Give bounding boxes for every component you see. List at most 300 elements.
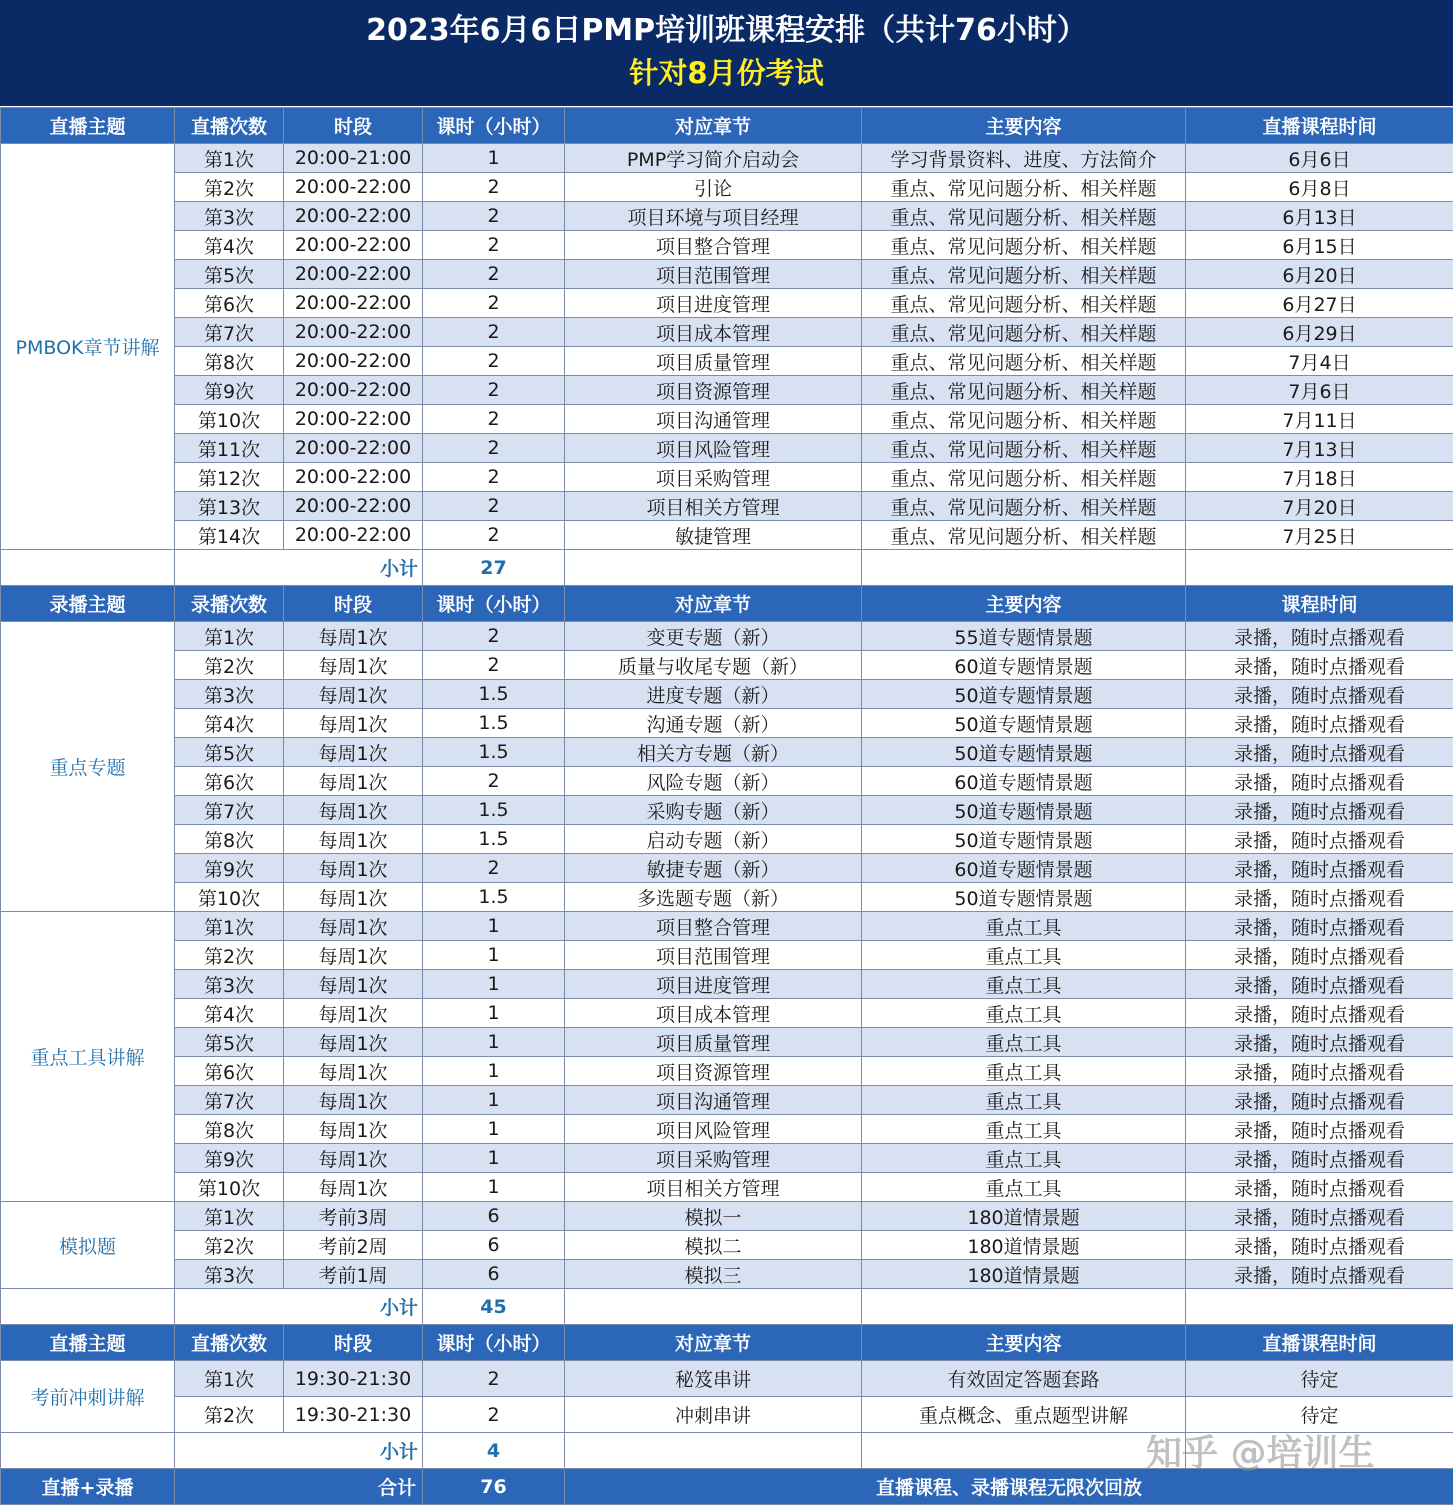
table-row: [1, 1361, 1453, 1397]
column-header: 时段: [284, 108, 423, 144]
table-cell: 录播，随时点播观看: [1186, 1260, 1453, 1289]
table-cell: 1: [423, 1144, 565, 1173]
table-cell: 6月6日: [1186, 144, 1453, 173]
table-cell: 7月18日: [1186, 463, 1453, 492]
table-cell: 项目成本管理: [565, 999, 862, 1028]
table-cell: 1: [423, 1028, 565, 1057]
table-cell: 1: [423, 1086, 565, 1115]
table-cell: 录播，随时点播观看: [1186, 1086, 1453, 1115]
table-row: [1, 738, 1453, 767]
column-header: 课时（小时）: [423, 108, 565, 144]
table-cell: 项目整合管理: [565, 231, 862, 260]
table-cell: 相关方专题（新）: [565, 738, 862, 767]
table-cell: 1: [423, 912, 565, 941]
table-cell: 第6次: [175, 767, 284, 796]
column-header: 主要内容: [862, 108, 1186, 144]
table-cell: 考前2周: [284, 1231, 423, 1260]
table-cell: 第1次: [175, 144, 284, 173]
column-header-row: [1, 1325, 1453, 1361]
table-row: [1, 347, 1453, 376]
table-cell: 采购专题（新）: [565, 796, 862, 825]
column-header: 时段: [284, 1325, 423, 1361]
column-header: 对应章节: [565, 1325, 862, 1361]
table-cell: 55道专题情景题: [862, 622, 1186, 651]
table-cell: 第1次: [175, 1202, 284, 1231]
table-cell: 2: [423, 347, 565, 376]
topic-cell: 重点专题: [1, 622, 175, 912]
blank-cell: [1, 550, 175, 586]
table-cell: 6: [423, 1231, 565, 1260]
column-header: 直播课程时间: [1186, 108, 1453, 144]
table-row: [1, 970, 1453, 999]
table-cell: 第6次: [175, 289, 284, 318]
table-cell: 有效固定答题套路: [862, 1361, 1186, 1397]
table-cell: 6月15日: [1186, 231, 1453, 260]
table-cell: 第8次: [175, 347, 284, 376]
table-row: [1, 1057, 1453, 1086]
table-cell: 项目沟通管理: [565, 405, 862, 434]
table-cell: 第3次: [175, 970, 284, 999]
column-header: 对应章节: [565, 108, 862, 144]
column-header: 直播课程时间: [1186, 1325, 1453, 1361]
table-cell: 重点工具: [862, 1057, 1186, 1086]
table-row: [1, 202, 1453, 231]
table-row: [1, 1260, 1453, 1289]
table-cell: 敏捷管理: [565, 521, 862, 550]
column-header: 录播主题: [1, 586, 175, 622]
table-row: [1, 405, 1453, 434]
blank-cell: [1, 1433, 175, 1469]
table-cell: 第2次: [175, 1231, 284, 1260]
subtotal-value: 45: [423, 1289, 565, 1325]
table-cell: 50道专题情景题: [862, 709, 1186, 738]
table-cell: 重点概念、重点题型讲解: [862, 1397, 1186, 1433]
table-cell: 2: [423, 854, 565, 883]
table-cell: 录播，随时点播观看: [1186, 999, 1453, 1028]
total-label: 合计: [175, 1469, 423, 1505]
table-row: [1, 144, 1453, 173]
table-cell: 第12次: [175, 463, 284, 492]
table-cell: 项目采购管理: [565, 1144, 862, 1173]
table-cell: 重点、常见问题分析、相关样题: [862, 260, 1186, 289]
table-cell: 2: [423, 521, 565, 550]
table-cell: 第7次: [175, 796, 284, 825]
table-cell: 考前3周: [284, 1202, 423, 1231]
table-cell: 第1次: [175, 1361, 284, 1397]
column-header: 录播次数: [175, 586, 284, 622]
table-cell: 项目质量管理: [565, 347, 862, 376]
table-cell: 2: [423, 434, 565, 463]
table-cell: 第2次: [175, 651, 284, 680]
table-cell: 重点、常见问题分析、相关样题: [862, 173, 1186, 202]
table-cell: 每周1次: [284, 680, 423, 709]
table-cell: 6: [423, 1202, 565, 1231]
table-row: [1, 376, 1453, 405]
table-cell: 录播，随时点播观看: [1186, 1202, 1453, 1231]
table-cell: 重点、常见问题分析、相关样题: [862, 289, 1186, 318]
page-title: 2023年6月6日PMP培训班课程安排（共计76小时）: [0, 0, 1453, 48]
table-cell: 第1次: [175, 622, 284, 651]
table-cell: 重点、常见问题分析、相关样题: [862, 318, 1186, 347]
table-cell: 录播，随时点播观看: [1186, 767, 1453, 796]
table-cell: 第11次: [175, 434, 284, 463]
table-cell: 模拟二: [565, 1231, 862, 1260]
table-cell: 6月29日: [1186, 318, 1453, 347]
table-cell: 重点工具: [862, 1173, 1186, 1202]
table-cell: 第13次: [175, 492, 284, 521]
table-cell: 1: [423, 1115, 565, 1144]
page-subtitle: 针对8月份考试: [0, 54, 1453, 92]
table-cell: 1: [423, 999, 565, 1028]
table-cell: 180道情景题: [862, 1202, 1186, 1231]
table-row: [1, 260, 1453, 289]
table-cell: 项目环境与项目经理: [565, 202, 862, 231]
table-cell: 1: [423, 970, 565, 999]
column-header: 对应章节: [565, 586, 862, 622]
table-cell: 质量与收尾专题（新）: [565, 651, 862, 680]
table-cell: 每周1次: [284, 1144, 423, 1173]
table-cell: 20:00-22:00: [284, 202, 423, 231]
table-cell: 沟通专题（新）: [565, 709, 862, 738]
table-cell: 录播，随时点播观看: [1186, 941, 1453, 970]
table-cell: 6月8日: [1186, 173, 1453, 202]
table-cell: 重点工具: [862, 999, 1186, 1028]
table-cell: 7月20日: [1186, 492, 1453, 521]
subtotal-row: [1, 550, 1453, 586]
table-row: [1, 1115, 1453, 1144]
table-cell: 每周1次: [284, 825, 423, 854]
table-cell: 每周1次: [284, 1086, 423, 1115]
replay-note: 直播课程、录播课程无限次回放: [565, 1469, 1453, 1505]
table-row: [1, 622, 1453, 651]
table-cell: 重点、常见问题分析、相关样题: [862, 463, 1186, 492]
table-cell: 第3次: [175, 202, 284, 231]
table-row: [1, 941, 1453, 970]
subtotal-label: 小计: [175, 1289, 423, 1325]
table-cell: 7月6日: [1186, 376, 1453, 405]
subtotal-label: 小计: [175, 1433, 423, 1469]
table-cell: 20:00-22:00: [284, 260, 423, 289]
table-cell: 第4次: [175, 999, 284, 1028]
table-cell: 录播，随时点播观看: [1186, 912, 1453, 941]
table-cell: 60道专题情景题: [862, 651, 1186, 680]
table-cell: 重点工具: [862, 1115, 1186, 1144]
table-cell: 学习背景资料、进度、方法简介: [862, 144, 1186, 173]
table-cell: 第9次: [175, 854, 284, 883]
table-cell: 19:30-21:30: [284, 1361, 423, 1397]
table-row: [1, 854, 1453, 883]
table-cell: PMP学习简介启动会: [565, 144, 862, 173]
table-cell: 录播，随时点播观看: [1186, 1231, 1453, 1260]
table-row: [1, 521, 1453, 550]
blank-cell: [565, 550, 862, 586]
table-cell: 每周1次: [284, 796, 423, 825]
blank-cell: [862, 1433, 1186, 1469]
table-cell: 50道专题情景题: [862, 883, 1186, 912]
table-cell: 2: [423, 318, 565, 347]
table-row: [1, 289, 1453, 318]
blank-cell: [1, 1289, 175, 1325]
table-cell: 重点、常见问题分析、相关样题: [862, 521, 1186, 550]
total-row-label: 直播+录播: [1, 1469, 175, 1505]
table-cell: 2: [423, 173, 565, 202]
table-cell: 模拟三: [565, 1260, 862, 1289]
table-cell: 20:00-22:00: [284, 434, 423, 463]
table-cell: 60道专题情景题: [862, 767, 1186, 796]
table-cell: 秘笈串讲: [565, 1361, 862, 1397]
table-cell: 7月11日: [1186, 405, 1453, 434]
table-cell: 50道专题情景题: [862, 825, 1186, 854]
table-cell: 第6次: [175, 1057, 284, 1086]
table-row: [1, 1231, 1453, 1260]
table-row: [1, 492, 1453, 521]
table-cell: 20:00-22:00: [284, 521, 423, 550]
table-row: [1, 1202, 1453, 1231]
table-cell: 敏捷专题（新）: [565, 854, 862, 883]
table-cell: 录播，随时点播观看: [1186, 680, 1453, 709]
table-cell: 2: [423, 405, 565, 434]
title-banner: [0, 0, 1453, 106]
table-cell: 第10次: [175, 883, 284, 912]
table-cell: 待定: [1186, 1397, 1453, 1433]
table-cell: 风险专题（新）: [565, 767, 862, 796]
table-cell: 项目风险管理: [565, 434, 862, 463]
table-cell: 180道情景题: [862, 1231, 1186, 1260]
column-header: 主要内容: [862, 586, 1186, 622]
table-cell: 考前1周: [284, 1260, 423, 1289]
table-cell: 项目采购管理: [565, 463, 862, 492]
table-cell: 录播，随时点播观看: [1186, 1173, 1453, 1202]
table-row: [1, 1173, 1453, 1202]
table-cell: 第2次: [175, 173, 284, 202]
table-cell: 第7次: [175, 318, 284, 347]
table-cell: 1: [423, 941, 565, 970]
table-row: [1, 318, 1453, 347]
table-cell: 20:00-22:00: [284, 492, 423, 521]
table-cell: 180道情景题: [862, 1260, 1186, 1289]
table-row: [1, 680, 1453, 709]
subtotal-label: 小计: [175, 550, 423, 586]
table-cell: 50道专题情景题: [862, 680, 1186, 709]
table-cell: 1.5: [423, 738, 565, 767]
table-cell: 重点工具: [862, 970, 1186, 999]
table-cell: 录播，随时点播观看: [1186, 651, 1453, 680]
column-header: 课程时间: [1186, 586, 1453, 622]
table-cell: 录播，随时点播观看: [1186, 1057, 1453, 1086]
blank-cell: [862, 1289, 1186, 1325]
table-cell: 录播，随时点播观看: [1186, 883, 1453, 912]
table-cell: 50道专题情景题: [862, 738, 1186, 767]
table-cell: 第4次: [175, 709, 284, 738]
table-cell: 重点、常见问题分析、相关样题: [862, 376, 1186, 405]
table-cell: 录播，随时点播观看: [1186, 1144, 1453, 1173]
table-cell: 录播，随时点播观看: [1186, 854, 1453, 883]
table-cell: 7月13日: [1186, 434, 1453, 463]
table-cell: 重点工具: [862, 1028, 1186, 1057]
table-cell: 2: [423, 289, 565, 318]
schedule-table: [0, 107, 1453, 1505]
table-cell: 每周1次: [284, 1173, 423, 1202]
table-row: [1, 651, 1453, 680]
column-header: 直播次数: [175, 108, 284, 144]
table-cell: 项目资源管理: [565, 1057, 862, 1086]
table-cell: 每周1次: [284, 970, 423, 999]
table-cell: 重点工具: [862, 1086, 1186, 1115]
table-cell: 引论: [565, 173, 862, 202]
table-row: [1, 999, 1453, 1028]
table-cell: 重点、常见问题分析、相关样题: [862, 492, 1186, 521]
table-cell: 录播，随时点播观看: [1186, 622, 1453, 651]
table-cell: 录播，随时点播观看: [1186, 1028, 1453, 1057]
table-cell: 录播，随时点播观看: [1186, 738, 1453, 767]
table-cell: 项目进度管理: [565, 970, 862, 999]
table-cell: 2: [423, 1361, 565, 1397]
table-cell: 1: [423, 1173, 565, 1202]
table-cell: 第7次: [175, 1086, 284, 1115]
table-row: [1, 825, 1453, 854]
table-cell: 7月25日: [1186, 521, 1453, 550]
table-cell: 20:00-22:00: [284, 376, 423, 405]
table-cell: 第4次: [175, 231, 284, 260]
table-cell: 每周1次: [284, 999, 423, 1028]
table-cell: 进度专题（新）: [565, 680, 862, 709]
table-cell: 录播，随时点播观看: [1186, 825, 1453, 854]
table-cell: 1.5: [423, 680, 565, 709]
table-cell: 6: [423, 1260, 565, 1289]
table-row: [1, 767, 1453, 796]
table-cell: 20:00-22:00: [284, 463, 423, 492]
table-cell: 每周1次: [284, 1115, 423, 1144]
table-cell: 1.5: [423, 883, 565, 912]
table-cell: 20:00-21:00: [284, 144, 423, 173]
table-cell: 2: [423, 651, 565, 680]
table-cell: 每周1次: [284, 912, 423, 941]
table-cell: 项目风险管理: [565, 1115, 862, 1144]
table-cell: 项目相关方管理: [565, 1173, 862, 1202]
column-header: 时段: [284, 586, 423, 622]
table-cell: 6月13日: [1186, 202, 1453, 231]
table-cell: 第2次: [175, 941, 284, 970]
table-cell: 录播，随时点播观看: [1186, 796, 1453, 825]
table-cell: 项目相关方管理: [565, 492, 862, 521]
table-cell: 1.5: [423, 796, 565, 825]
subtotal-row: [1, 1289, 1453, 1325]
table-cell: 模拟一: [565, 1202, 862, 1231]
table-row: [1, 883, 1453, 912]
table-cell: 第3次: [175, 680, 284, 709]
table-cell: 2: [423, 463, 565, 492]
table-cell: 6月27日: [1186, 289, 1453, 318]
blank-cell: [565, 1433, 862, 1469]
table-cell: 第5次: [175, 738, 284, 767]
table-cell: 项目进度管理: [565, 289, 862, 318]
table-cell: 每周1次: [284, 883, 423, 912]
topic-cell: 模拟题: [1, 1202, 175, 1289]
table-cell: 第9次: [175, 376, 284, 405]
table-cell: 第3次: [175, 1260, 284, 1289]
table-row: [1, 1144, 1453, 1173]
table-cell: 重点、常见问题分析、相关样题: [862, 202, 1186, 231]
column-header-row: [1, 586, 1453, 622]
table-cell: 第10次: [175, 405, 284, 434]
table-cell: 7月4日: [1186, 347, 1453, 376]
table-row: [1, 463, 1453, 492]
topic-cell: 重点工具讲解: [1, 912, 175, 1202]
table-cell: 2: [423, 376, 565, 405]
column-header: 直播主题: [1, 1325, 175, 1361]
table-cell: 多选题专题（新）: [565, 883, 862, 912]
table-row: [1, 1028, 1453, 1057]
column-header: 直播主题: [1, 108, 175, 144]
table-cell: 重点工具: [862, 941, 1186, 970]
table-cell: 2: [423, 260, 565, 289]
table-cell: 重点、常见问题分析、相关样题: [862, 347, 1186, 376]
table-cell: 项目资源管理: [565, 376, 862, 405]
blank-cell: [862, 550, 1186, 586]
table-cell: 第8次: [175, 1115, 284, 1144]
table-cell: 每周1次: [284, 854, 423, 883]
table-row: [1, 434, 1453, 463]
table-cell: 第2次: [175, 1397, 284, 1433]
table-row: [1, 231, 1453, 260]
table-cell: 重点、常见问题分析、相关样题: [862, 405, 1186, 434]
table-cell: 20:00-22:00: [284, 289, 423, 318]
table-cell: 重点工具: [862, 912, 1186, 941]
table-cell: 第8次: [175, 825, 284, 854]
table-cell: 每周1次: [284, 709, 423, 738]
table-cell: 录播，随时点播观看: [1186, 1115, 1453, 1144]
table-cell: 重点、常见问题分析、相关样题: [862, 231, 1186, 260]
table-cell: 6月20日: [1186, 260, 1453, 289]
table-row: [1, 1086, 1453, 1115]
table-cell: 2: [423, 1397, 565, 1433]
table-cell: 第10次: [175, 1173, 284, 1202]
table-cell: 60道专题情景题: [862, 854, 1186, 883]
table-row: [1, 912, 1453, 941]
topic-cell: 考前冲刺讲解: [1, 1361, 175, 1433]
table-cell: 第14次: [175, 521, 284, 550]
table-row: [1, 796, 1453, 825]
table-cell: 重点、常见问题分析、相关样题: [862, 434, 1186, 463]
table-cell: 19:30-21:30: [284, 1397, 423, 1433]
table-cell: 2: [423, 492, 565, 521]
table-cell: 20:00-22:00: [284, 347, 423, 376]
subtotal-value: 4: [423, 1433, 565, 1469]
total-value: 76: [423, 1469, 565, 1505]
table-cell: 待定: [1186, 1361, 1453, 1397]
subtotal-value: 27: [423, 550, 565, 586]
table-cell: 每周1次: [284, 738, 423, 767]
table-cell: 每周1次: [284, 941, 423, 970]
table-cell: 每周1次: [284, 651, 423, 680]
table-cell: 每周1次: [284, 1057, 423, 1086]
table-cell: 项目成本管理: [565, 318, 862, 347]
table-cell: 项目沟通管理: [565, 1086, 862, 1115]
column-header-row: [1, 108, 1453, 144]
table-cell: 1: [423, 1057, 565, 1086]
column-header: 主要内容: [862, 1325, 1186, 1361]
table-cell: 1.5: [423, 709, 565, 738]
blank-cell: [565, 1289, 862, 1325]
table-cell: 每周1次: [284, 1028, 423, 1057]
blank-cell: [1186, 550, 1453, 586]
table-cell: 重点工具: [862, 1144, 1186, 1173]
table-cell: 每周1次: [284, 622, 423, 651]
table-cell: 变更专题（新）: [565, 622, 862, 651]
table-cell: 50道专题情景题: [862, 796, 1186, 825]
column-header: 课时（小时）: [423, 1325, 565, 1361]
table-cell: 第5次: [175, 260, 284, 289]
